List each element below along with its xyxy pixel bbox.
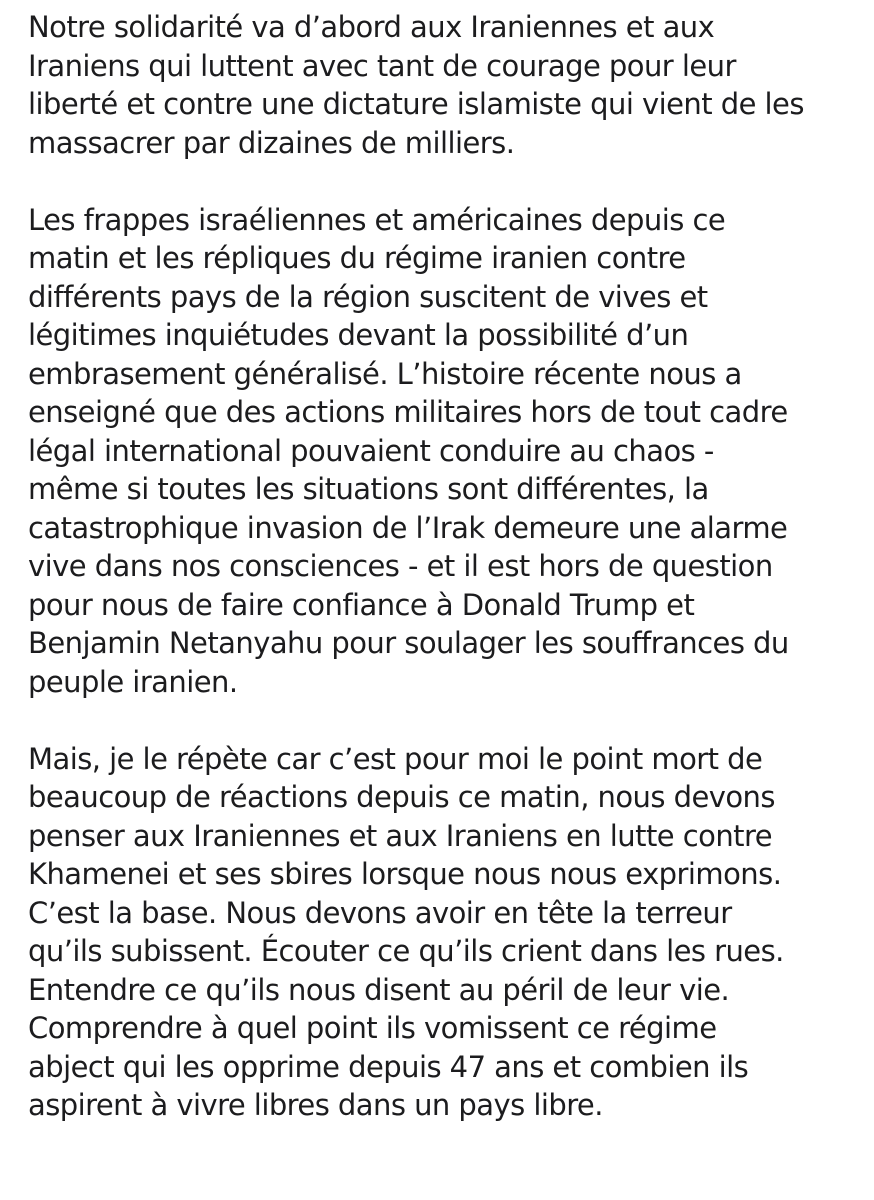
text-line: légal international pouvaient conduire au chaos - [28, 433, 714, 468]
text-line: légitimes inquiétudes devant la possibilité d’un [28, 318, 689, 352]
paragraph-spacer [28, 701, 874, 740]
paragraph-3 [28, 740, 874, 1125]
text-line: Benjamin Netanyahu pour soulager les souffrances du [28, 626, 789, 660]
text-line: pour nous de faire confiance à Donald Trump et [28, 587, 695, 622]
text-line: Notre solidarité va d’abord aux Iraniennes et aux [28, 10, 715, 44]
text-line: beaucoup de réactions depuis ce matin, nous devons [28, 780, 775, 814]
text-line: différents pays de la région suscitent de vives et [28, 279, 708, 314]
text-line: C’est la base. Nous devons avoir en tête la terreur [28, 895, 732, 930]
text-line: peuple iranien. [28, 664, 238, 699]
text-line: embrasement généralisé. L’histoire récente nous a [28, 356, 742, 391]
text-line: vive dans nos consciences - et il est hors de question [28, 549, 773, 583]
text-line: catastrophique invasion de l’Irak demeure une alarme [28, 510, 788, 545]
text-line: enseigné que des actions militaires hors de tout cadre [28, 395, 788, 429]
text-line: Mais, je le répète car c’est pour moi le point mort de [28, 741, 763, 776]
text-line: Khamenei et ses sbires lorsque nous nous exprimons. [28, 857, 782, 891]
text-line: massacrer par dizaines de milliers. [28, 125, 515, 160]
text-line: aspirent à vivre libres dans un pays libre. [28, 1088, 603, 1122]
text-line: même si toutes les situations sont différentes, la [28, 472, 709, 506]
text-line: Comprendre à quel point ils vomissent ce régime [28, 1011, 717, 1045]
text-line: abject qui les opprime depuis 47 ans et combien ils [28, 1049, 749, 1084]
paragraph-2 [28, 201, 874, 702]
text-line: liberté et contre une dictature islamiste qui vient de les [28, 87, 804, 121]
paragraph-spacer [28, 162, 874, 201]
text-line: Iraniens qui luttent avec tant de courage pour leur [28, 48, 736, 83]
text-line: Les frappes israéliennes et américaines depuis ce [28, 202, 726, 237]
text-line: matin et les répliques du régime iranien contre [28, 241, 686, 275]
note-text [28, 8, 874, 1125]
paragraph-1 [28, 8, 874, 162]
text-line: penser aux Iraniennes et aux Iraniens en lutte contre [28, 818, 772, 853]
text-line: Entendre ce qu’ils nous disent au péril de leur vie. [28, 972, 730, 1007]
text-line: qu’ils subissent. Écouter ce qu’ils crient dans les rues. [28, 934, 784, 968]
